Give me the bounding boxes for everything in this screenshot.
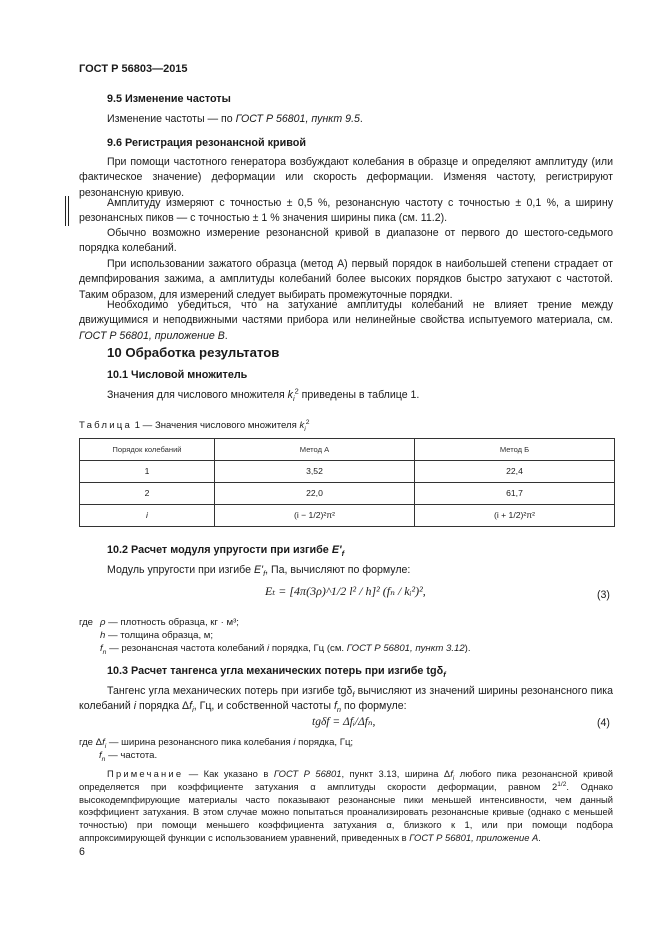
definition-thickness (100, 630, 213, 643)
reference-link: ГОСТ Р 56801, приложение В (79, 329, 225, 342)
text-run: приведены в таблице 1. (298, 389, 420, 401)
symbol-i: i (267, 643, 270, 654)
text-run: . (359, 113, 363, 125)
subscript: n (101, 755, 106, 763)
text-run: Изменение частоты — по (107, 113, 236, 125)
formula-3: Eₜ = [4π(3ρ)^1/2 l² / h]² (fₙ / kᵢ²)², (265, 584, 426, 598)
table-cell: (i + 1/2)²π² (415, 505, 615, 527)
text-run: любого пика резонансной кривой определяется при коэффициенте затухания α амплитуды скорости деформации, равном 2 (79, 768, 613, 792)
symbol-i: i (133, 700, 137, 713)
reference-link: ГОСТ Р 56801, пункт 9.5 (235, 113, 360, 125)
section-10-heading: 10 Обработка результатов (107, 345, 280, 360)
subscript: i (452, 774, 455, 782)
subscript: i (304, 425, 306, 433)
table-cell: 3,52 (215, 461, 415, 483)
table-row (80, 483, 615, 505)
text-run: ). (464, 643, 471, 654)
reference-link: ГОСТ Р 56801, приложение А (409, 831, 539, 843)
symbol-delta: δ (346, 685, 353, 697)
note-lead: Примечание (107, 768, 184, 779)
note-block (79, 768, 613, 845)
symbol-f: f (189, 700, 193, 713)
text-run: . (224, 329, 228, 342)
text-run: вычисляют из значений ширины резонансного пика колебаний (79, 685, 613, 713)
text-run: — Как указано в (183, 768, 274, 779)
formula-4: tgδf = Δfᵢ/Δfₙ, (312, 716, 376, 728)
column-header: Метод А (215, 439, 415, 461)
revision-bar (65, 196, 66, 226)
column-header: Метод Б (415, 439, 615, 461)
symbol-f: f (450, 768, 453, 779)
superscript: 1/2 (557, 780, 567, 788)
table-row (80, 505, 615, 527)
section-9-6-heading: 9.6 Регистрация резонансной кривой (107, 137, 307, 149)
equation-number-4: (4) (597, 717, 610, 729)
reference-link: ГОСТ Р 56801 (273, 768, 342, 779)
section-9-5-heading: 9.5 Изменение частоты (107, 93, 231, 105)
where-label: где (79, 617, 94, 628)
section-9-5-text (107, 112, 363, 127)
text-run: — резонансная частота колебаний (106, 643, 268, 654)
symbol-e: E' (331, 544, 342, 556)
text-run: , Гц, и собственной частоты (193, 700, 334, 713)
superscript: 2 (305, 418, 310, 426)
section-10-2-text (107, 563, 410, 578)
symbol-f: f (333, 700, 337, 713)
text-run: . (538, 831, 541, 843)
caption-text: 1 — Значения числового множителя (132, 420, 300, 431)
table-1-caption (79, 418, 310, 433)
text-run: Модуль упругости при изгибе (107, 564, 254, 576)
text-run: по формуле: (341, 700, 407, 713)
section-10-1-text (107, 388, 419, 403)
text-run: — толщина образца, м; (105, 630, 214, 641)
superscript: 2 (294, 386, 299, 396)
section-10-3-paragraph (79, 684, 613, 715)
subscript: i (192, 705, 194, 715)
column-header: Порядок колебаний (80, 439, 215, 461)
subscript: i (292, 394, 295, 404)
definition-frequency (100, 643, 471, 656)
text-run: Тангенс угла механических потерь при изгибе tg (107, 685, 347, 697)
text-run: порядка, Гц (см. (269, 643, 347, 654)
section-9-6-paragraph-1: При помощи частотного генератора возбуждают колебания в образце и определяют амплитуду (или фактическое значение) деформации или скорость деформации. Изменяя частоту, регистрируют резонансную кривую. (79, 156, 613, 199)
table-cell: 22,4 (415, 461, 615, 483)
text-run: , Па, вычисляют по формуле: (265, 564, 411, 576)
definition-density (100, 617, 239, 630)
definition-peak-width (79, 737, 353, 750)
text-run: Необходимо убедиться, что на затухание амплитуды колебаний не влияет трение между движущимися и неподвижными частями прибора или нелинейные свойства испытуемого материала, см. (79, 299, 613, 327)
section-9-6-paragraph-4: При использовании зажатого образца (метод А) первый порядок в наибольшей степени страдает от демпфирования зажима, а амплитуды колебаний более высоких порядков быстро затухают с частотой. Таким образом, для измерений следует выбирать промежуточные порядки. (79, 258, 613, 301)
text-run: — ширина резонансного пика колебания (106, 737, 294, 748)
text-run: , пункт 3.13, ширина Δ (341, 768, 451, 779)
symbol-f: f (102, 737, 105, 748)
section-9-6-paragraph-2: Амплитуду измеряют с точностью ± 0,5 %, резонансную частоту с точностью ± 0,1 %, а ширину резонансных пиков — с точностью ± 1 % значения ширины пика (см. 11.2). (79, 197, 613, 225)
text-run: где Δ (79, 737, 103, 748)
revision-bar (68, 196, 69, 226)
subscript: f (341, 549, 345, 559)
symbol-i: i (293, 737, 296, 748)
text-run: порядка Δ (136, 700, 190, 713)
table-cell: 61,7 (415, 483, 615, 505)
table-cell: 1 (80, 461, 215, 483)
symbol-delta: δ (436, 665, 444, 677)
subscript: n (336, 705, 342, 715)
table-cell: (i − 1/2)²π² (215, 505, 415, 527)
table-1 (79, 438, 615, 527)
symbol-rho: ρ (100, 617, 106, 628)
text-run: Значения для числового множителя (107, 389, 288, 401)
subscript: i (104, 742, 107, 750)
cell-value: i (146, 510, 148, 520)
section-9-6-paragraph-5 (79, 298, 613, 344)
section-9-6-paragraph-3: Обычно возможно измерение резонансной кривой в диапазоне от первого до шестого-седьмого порядка колебаний. (79, 227, 613, 255)
symbol-k: k (287, 389, 293, 401)
symbol-e: E' (253, 564, 264, 576)
table-cell (80, 505, 215, 527)
text-run: порядка, Гц; (295, 737, 354, 748)
subscript: n (102, 648, 107, 656)
text-run: . Однако высокодемпфирующие материалы часто показывают резонансные пики меньшей интенсивности, чем данный коэффициент затухания. В этом случае можно попытаться проанализировать резонансные кривые (однако с меньшей точностью) при помощи меньшего коэффициента затухания α, близкого к 1, или при помощи подбора аппроксимирующей функции с использованием уравнений, приведенных в (79, 780, 614, 843)
page-number: 6 (79, 846, 85, 858)
document-header: ГОСТ Р 56803—2015 (79, 63, 188, 75)
subscript: f (263, 569, 266, 579)
table-cell: 22,0 (215, 483, 415, 505)
symbol-h: h (100, 630, 106, 641)
heading-text: 10.3 Расчет тангенса угла механических потерь при изгибе tg (107, 665, 437, 677)
definition-natural-frequency (99, 750, 157, 763)
table-cell: 2 (80, 483, 215, 505)
section-10-1-heading: 10.1 Числовой множитель (107, 369, 248, 381)
text-run: — плотность образца, кг · м³; (105, 617, 239, 628)
symbol-f: f (99, 750, 102, 761)
reference-link: ГОСТ Р 56801, пункт 3.12 (346, 643, 465, 654)
table-header-row (80, 439, 615, 461)
heading-text: 10.2 Расчет модуля упругости при изгибе (107, 544, 332, 556)
subscript: f (443, 670, 446, 680)
table-row (80, 461, 615, 483)
symbol-k: k (299, 420, 305, 431)
subscript: f (352, 690, 355, 700)
symbol-f: f (100, 643, 103, 654)
text-run: — частота. (105, 750, 158, 761)
equation-number-3: (3) (597, 589, 610, 601)
caption-lead: Таблица (79, 420, 133, 431)
section-10-2-heading (107, 543, 344, 558)
section-10-3-heading (107, 664, 446, 679)
